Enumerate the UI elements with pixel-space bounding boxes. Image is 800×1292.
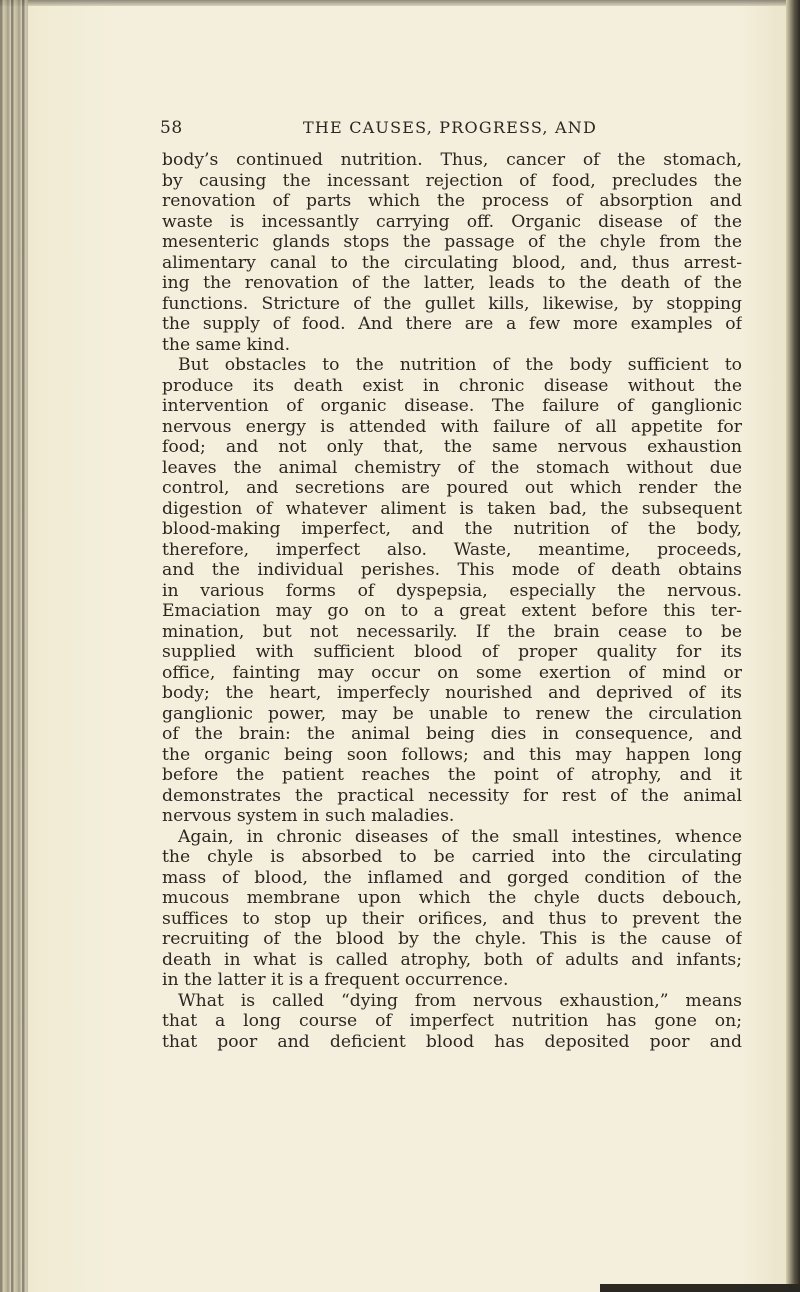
text-line: intervention of organic disease. The failure of ganglionic bbox=[162, 396, 742, 416]
text-line: ganglionic power, may be unable to renew the circulation bbox=[162, 703, 742, 724]
text-line: Emaciation may go on to a great extent before this ter- bbox=[162, 601, 742, 621]
page-header bbox=[160, 118, 740, 142]
text-line: mass of blood, the inflamed and gorged condition of the bbox=[162, 867, 742, 888]
text-line: mination, but not necessarily. If the brain cease to be bbox=[162, 621, 742, 642]
text-line: body; the heart, imperfecly nourished and deprived of its bbox=[162, 683, 742, 703]
book-binding-right bbox=[786, 0, 800, 1292]
text-line: produce its death exist in chronic disease without the bbox=[162, 375, 742, 396]
text-line: therefore, imperfect also. Waste, meantime, proceeds, bbox=[162, 539, 742, 560]
page-number: 58 bbox=[160, 118, 183, 138]
text-line: of the brain: the animal being dies in consequence, and bbox=[162, 724, 742, 744]
text-line: control, and secretions are poured out which render the bbox=[162, 478, 742, 498]
text-line: the same kind. bbox=[162, 334, 291, 355]
text-line: supplied with sufficient blood of proper quality for its bbox=[162, 642, 742, 662]
text-line: What is called “dying from nervous exhaustion,” means bbox=[178, 990, 742, 1011]
text-line: the chyle is absorbed to be carried into the circulating bbox=[162, 847, 742, 867]
running-head: THE CAUSES, PROGRESS, AND bbox=[303, 118, 597, 137]
text-line: before the patient reaches the point of atrophy, and it bbox=[162, 765, 742, 785]
text-line: alimentary canal to the circulating blood, and, thus arrest- bbox=[162, 252, 742, 273]
body-text bbox=[162, 150, 742, 1052]
text-line: food; and not only that, the same nervous exhaustion bbox=[162, 437, 742, 457]
text-line: Again, in chronic diseases of the small intestines, whence bbox=[178, 826, 742, 847]
text-line: that a long course of imperfect nutrition has gone on; bbox=[162, 1011, 742, 1031]
text-line: functions. Stricture of the gullet kills, likewise, by stopping bbox=[162, 293, 742, 314]
text-line: But obstacles to the nutrition of the body sufficient to bbox=[178, 355, 742, 375]
text-line: in various forms of dyspepsia, especially the nervous. bbox=[162, 580, 742, 601]
text-line: office, fainting may occur on some exertion of mind or bbox=[162, 662, 742, 683]
page-bottom-edge bbox=[600, 1284, 800, 1292]
text-line: mesenteric glands stops the passage of the chyle from the bbox=[162, 232, 742, 252]
text-line: blood-making imperfect, and the nutrition of the body, bbox=[162, 519, 742, 539]
text-line: death in what is called atrophy, both of adults and infants; bbox=[162, 949, 742, 970]
book-binding-left bbox=[0, 0, 28, 1292]
text-line: suffices to stop up their orifices, and thus to prevent the bbox=[162, 908, 742, 929]
page-top-edge bbox=[0, 0, 800, 6]
text-line: the organic being soon follows; and this may happen long bbox=[162, 744, 742, 765]
text-line: nervous energy is attended with failure of all appetite for bbox=[162, 416, 742, 437]
text-line: and the individual perishes. This mode of death obtains bbox=[162, 560, 742, 580]
text-line: the supply of food. And there are a few more examples of bbox=[162, 314, 742, 334]
text-line: that poor and deficient blood has deposited poor and bbox=[162, 1031, 742, 1052]
text-line: body’s continued nutrition. Thus, cancer of the stomach, bbox=[162, 150, 742, 170]
text-line: digestion of whatever aliment is taken bad, the subsequent bbox=[162, 498, 742, 519]
text-line: renovation of parts which the process of absorption and bbox=[162, 191, 742, 211]
text-line: in the latter it is a frequent occurrence. bbox=[162, 970, 509, 990]
text-line: mucous membrane upon which the chyle ducts debouch, bbox=[162, 888, 742, 908]
text-line: demonstrates the practical necessity for rest of the animal bbox=[162, 785, 742, 806]
text-line: ing the renovation of the latter, leads to the death of the bbox=[162, 273, 742, 293]
text-line: waste is incessantly carrying off. Organic disease of the bbox=[162, 211, 742, 232]
text-line: leaves the animal chemistry of the stomach without due bbox=[162, 457, 742, 478]
text-line: recruiting of the blood by the chyle. This is the cause of bbox=[162, 929, 742, 949]
text-line: nervous system in such maladies. bbox=[162, 806, 455, 826]
text-line: by causing the incessant rejection of food, precludes the bbox=[162, 170, 742, 191]
